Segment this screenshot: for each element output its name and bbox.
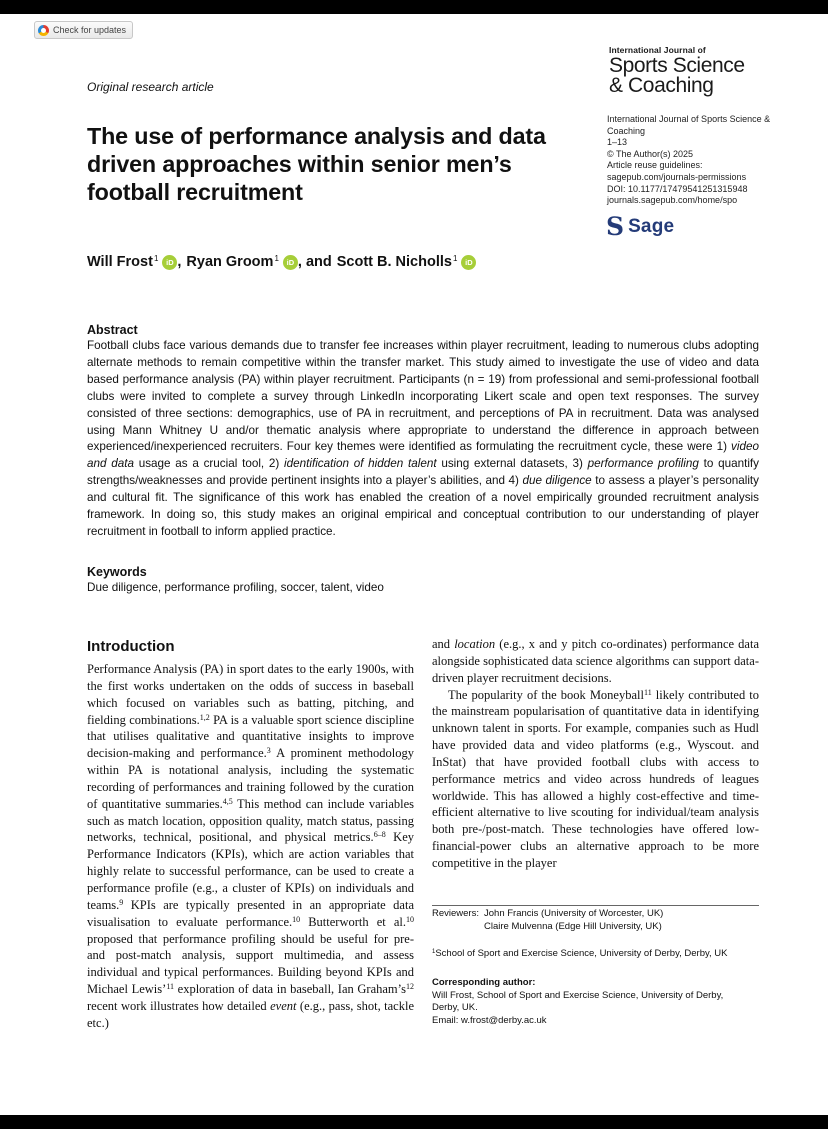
article-meta bbox=[607, 114, 787, 207]
abstract-emphasis: identification of hidden talent bbox=[284, 457, 437, 471]
abstract-text: usage as a crucial tool, 2) bbox=[133, 457, 285, 471]
author-list bbox=[87, 254, 476, 270]
corresponding-line: Will Frost, School of Sport and Exercise Science, University of Derby, bbox=[432, 989, 724, 1001]
citation-ref[interactable]: 6–8 bbox=[373, 830, 386, 840]
citation-ref[interactable]: 10 bbox=[292, 914, 301, 924]
abstract-emphasis: performance profiling bbox=[587, 457, 699, 471]
article-title: The use of performance analysis and data driven approaches within senior men’s football recruitment bbox=[87, 123, 546, 205]
abstract-emphasis: video and data bbox=[87, 440, 759, 471]
meta-reuse-label: Article reuse guidelines: bbox=[607, 160, 703, 171]
paragraph: The popularity of the book Moneyball$^{11}$ likely contributed to the mainstream popularisation of quantitative data in identifying unknown talent in sports. For example, companies such as Hudl have provided data and video platforms (e.g., Wyscout. and InStat) that have provided football clubs with access to performance metrics and video across hundreds of leagues worldwide. This has allowed a highly cost-effective and time-efficient alternative to live scouting for individual/team analysis both pre-/post-match. These technologies have offered low-financial-power clubs an alternative approach to be more competitive in the player bbox=[432, 687, 759, 870]
orcid-icon[interactable]: iD bbox=[162, 255, 177, 270]
orcid-icon[interactable]: iD bbox=[283, 255, 298, 270]
abstract-text: Football clubs face various demands due to transfer fee increases within player recruitment, leading to numerous clubs adopting alternate methods to remain competitive within the transfer market. This study aimed to investigate the use of video and data based performance analysis (PA) within player recruitment. Participants (n = 19) from professional and semi-professional football clubs were invited to complete a survey through LinkedIn incorporating Likert scale and open text responses. The survey consisted of three sections: demographics, use of PA in recruitment, and perceptions of PA in recruitment. Data was analysed using Mann Whitney U and/or thematic analysis where appropriate to understand the difference in approach between experienced/inexperienced recruiters. Four key themes were identified as formulating the recruitment cycle, these were 1) bbox=[87, 339, 759, 454]
email-link[interactable]: w.frost@derby.ac.uk bbox=[461, 1014, 547, 1026]
paragraph: and location (e.g., x and y pitch co-ordinates) performance data alongside sophisticated data science algorithms can support data-driven player recruitment decisions. bbox=[432, 637, 759, 685]
paragraph: Performance Analysis (PA) in sport dates to the early 1900s, with the first works undertaken on the odds of success in baseball which focused on variables such as batting, pitching, and fielding combinations.$^{1,2}$ PA is a valuable sport science discipline that utilises qualitative and quantitative insights to improve decision-making and performance.$^3$ A prominent methodology within PA is notational analysis, including the systematic recording of performances and training followed by the curation of quantitative summaries.$^{4,5}$ This method can include variables such as match location, opposition quality, match status, passing networks, technical, positional, and physical metrics.$^{6-8}$ Key Performance Indicators (KPIs), which are action variables that highly relate to successful performance, can be used to create a performance profile (e.g., a cluster of KPIs) on individuals and teams.$^9$ KPIs are typically presented in an appropriate data visualisation to evaluate performance.$^{10}$ Butterworth et al.$^{10}$ proposed that performance profiling should be useful for pre- and post-match analysis, support multimedia, and assess individual and typical performances. Building beyond KPIs and Michael Lewis’$^{11}$ exploration of data in baseball, Ian $Graham’s^{12}$ recent work illustrates how detailed event (e.g., pass, shot, tackle etc.) bbox=[87, 662, 415, 1030]
abstract-text: using external datasets, 3) bbox=[436, 457, 588, 471]
reviewers-label: Reviewers: bbox=[432, 908, 479, 919]
keywords-list: Due diligence, performance profiling, soccer, talent, video bbox=[87, 581, 384, 594]
body-column-left bbox=[87, 661, 414, 1032]
journal-logo-line3: & Coaching bbox=[609, 74, 714, 98]
sage-mark-icon: S bbox=[606, 212, 625, 241]
abstract-heading: Abstract bbox=[87, 323, 138, 337]
author-name: Ryan Groom bbox=[186, 254, 274, 270]
author-separator: , bbox=[177, 254, 182, 270]
meta-pages: 1–13 bbox=[607, 137, 628, 148]
abstract-text: to assess a player’s personality and cultural fit. The significance of this work has enabled the creation of a novel empirically grounded recruitment analysis framework. In doing so, this study makes an original empirical and conceptual contribution to our understanding of player recruitment in football to inform applied practice. bbox=[87, 474, 760, 538]
author bbox=[337, 254, 477, 270]
citation-ref[interactable]: 9 bbox=[119, 897, 124, 907]
affiliation-number: 1 bbox=[432, 949, 436, 955]
journal-logo bbox=[609, 46, 745, 96]
meta-copyright: © The Author(s) 2025 bbox=[607, 148, 694, 159]
abstract-body bbox=[87, 338, 759, 541]
article-page bbox=[0, 14, 828, 1115]
citation-ref[interactable]: 3 bbox=[266, 746, 271, 756]
citation-ref[interactable]: 4,5 bbox=[222, 796, 233, 806]
author-name: Scott B. Nicholls bbox=[336, 254, 452, 270]
author-affil: 1 bbox=[274, 253, 279, 263]
citation-ref[interactable]: 1,2 bbox=[199, 712, 210, 722]
citation-ref[interactable]: 11 bbox=[166, 982, 175, 992]
orcid-icon[interactable]: iD bbox=[461, 255, 476, 270]
email-label: Email: bbox=[432, 1014, 462, 1026]
article-type: Original research article bbox=[87, 80, 214, 94]
meta-home-link[interactable]: journals.sagepub.com/home/spo bbox=[607, 195, 738, 206]
citation-ref[interactable]: 12 bbox=[406, 982, 414, 992]
sage-wordmark: Sage bbox=[628, 215, 675, 237]
corresponding-author bbox=[432, 977, 762, 1027]
author-affil: 1 bbox=[153, 253, 159, 263]
introduction-heading: Introduction bbox=[87, 638, 175, 655]
meta-doi[interactable]: DOI: 10.1177/17479541251315948 bbox=[607, 183, 748, 194]
footnote-divider bbox=[432, 905, 759, 906]
sage-logo bbox=[606, 214, 674, 239]
check-for-updates-button[interactable] bbox=[34, 21, 133, 39]
citation-ref[interactable]: 11 bbox=[643, 687, 652, 697]
body-column-right bbox=[432, 636, 759, 872]
corresponding-heading: Corresponding author: bbox=[432, 977, 536, 988]
meta-reuse-link[interactable]: sagepub.com/journals-permissions bbox=[607, 171, 747, 182]
check-for-updates-label: Check for updates bbox=[53, 25, 127, 35]
affiliation-text: School of Sport and Exercise Science, University of Derby, Derby, UK bbox=[435, 948, 728, 959]
reviewers bbox=[432, 908, 663, 933]
citation-ref[interactable]: 10 bbox=[406, 914, 414, 924]
corresponding-line: Derby, UK. bbox=[432, 1002, 478, 1013]
journal-logo-line2: Sports Science bbox=[609, 53, 745, 77]
journal-logo-line1: International Journal of bbox=[609, 45, 706, 55]
keywords-heading: Keywords bbox=[87, 565, 147, 579]
author-affil: 1 bbox=[452, 253, 458, 263]
author bbox=[87, 254, 177, 270]
crossmark-icon bbox=[38, 25, 49, 36]
author bbox=[186, 254, 297, 270]
reviewer: John Francis (University of Worcester, UK) bbox=[484, 908, 664, 919]
author-separator: , and bbox=[297, 254, 332, 270]
author-name: Will Frost bbox=[87, 254, 153, 270]
meta-journal-name: International Journal of Sports Science & Coaching bbox=[607, 114, 771, 136]
affiliation bbox=[432, 948, 728, 959]
abstract-text: to quantify strengths/weaknesses and provide pertinent insights into a player’s abilities, and 4) bbox=[87, 457, 760, 488]
abstract-emphasis: due diligence bbox=[522, 474, 592, 488]
reviewer: Claire Mulvenna (Edge Hill University, UK) bbox=[484, 920, 662, 932]
